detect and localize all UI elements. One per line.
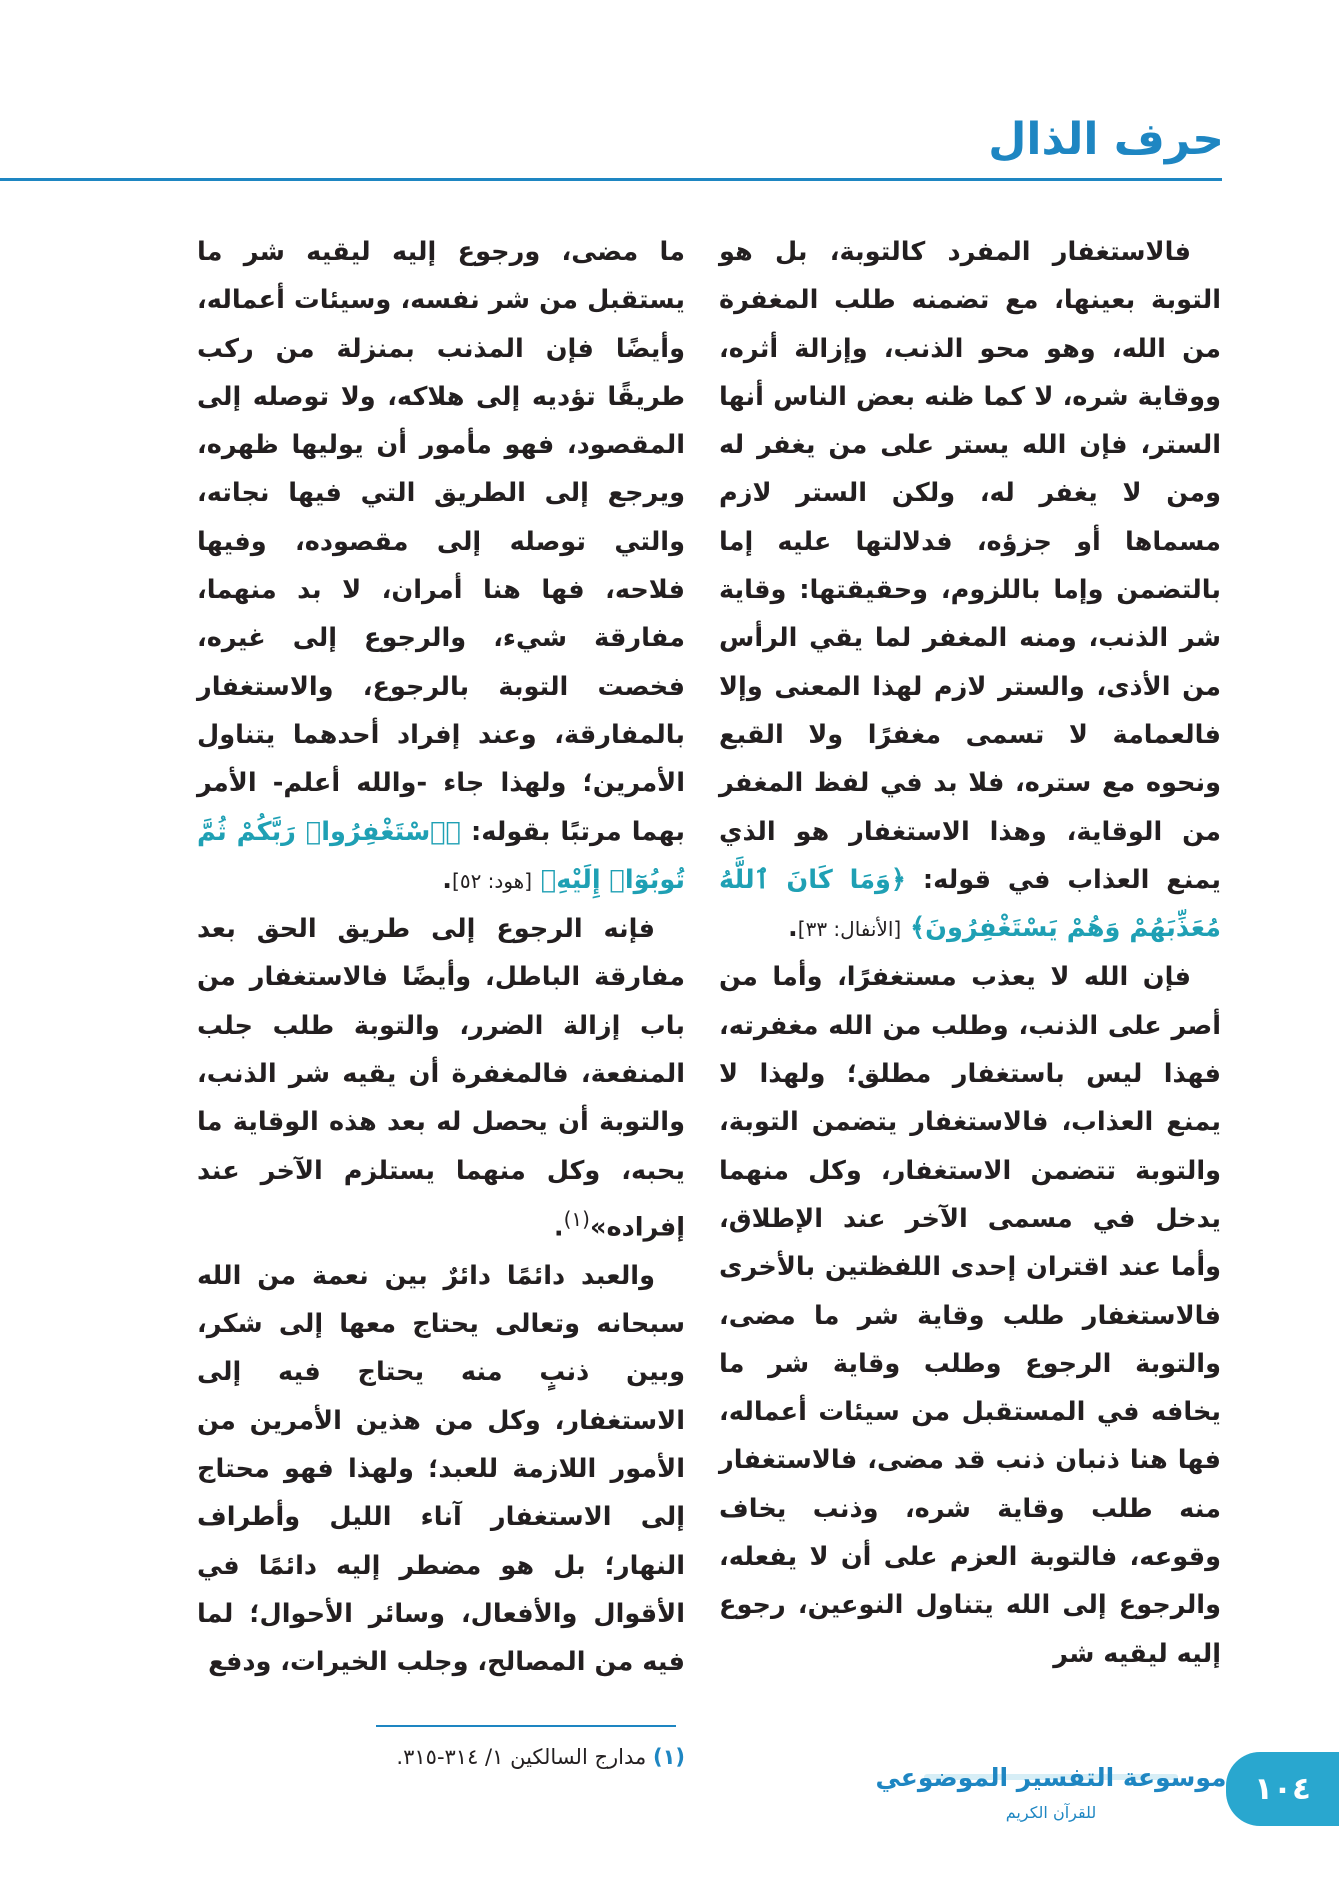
right-column: [719, 228, 1221, 1678]
chapter-title: حرف الذال: [988, 114, 1224, 165]
left-column: [197, 228, 685, 1686]
footnote-text: مدارج السالكين ١/ ٣١٤-٣١٥.: [396, 1745, 647, 1769]
paragraph: فالاستغفار المفرد كالتوبة، بل هو التوبة بعينها، مع تضمنه طلب المغفرة من الله، وهو محو الذنب، وإزالة أثره، ووقاية شره، لا كما ظنه بعض الناس أنها الستر، فإن الله يستر على من يغفر له ومن لا يغفر له، ولكن الستر لازم مسماها أو جزؤه، فدلالتها عليه إما بالتضمن وإما باللزوم، وحقيقتها: وقاية شر الذنب، ومنه المغفر لما يقي الرأس من الأذى، والستر لازم لهذا المعنى وإلا فالعمامة لا تسمى مغفرًا ولا القبع ونحوه مع ستره، فلا بد في لفظ المغفر من الوقاية، وهذا الاستغفار هو الذي يمنع العذاب في قوله: ﴿وَمَا كَانَ ٱللَّهُ مُعَذِّبَهُمْ وَهُمْ يَسْتَغْفِرُونَ﴾ [الأنفال: ٣٣].: [719, 237, 1221, 944]
footnote-marker[interactable]: (١): [563, 1206, 590, 1231]
logo-title: موسوعة التفسير الموضوعي: [875, 1763, 1227, 1792]
header-rule: [0, 178, 1222, 181]
footnote: [197, 1742, 685, 1772]
paragraph: فإنه الرجوع إلى طريق الحق بعد مفارقة الباطل، وأيضًا فالاستغفار من باب إزالة الضرر، والتوبة طلب جلب المنفعة، فالمغفرة أن يقيه شر الذنب، والتوبة أن يحصل له بعد هذه الوقاية ما يحبه، وكل منهما يستلزم الآخر عند إفراده»$^{(١)}$.: [197, 914, 685, 1243]
paragraph: ما مضى، ورجوع إليه ليقيه شر ما يستقبل من شر نفسه، وسيئات أعماله، وأيضًا فإن المذنب بمنزلة من ركب طريقًا تؤديه إلى هلاكه، ولا توصله إلى المقصود، فهو مأمور أن يوليها ظهره، ويرجع إلى الطريق التي فيها نجاته، والتي توصله إلى مقصوده، وفيها فلاحه، فها هنا أمران، لا بد منهما، مفارقة شيء، والرجوع إلى غيره، فخصت التوبة بالرجوع، والاستغفار بالمفارقة، وعند إفراد أحدهما يتناول الأمرين؛ ولهذا جاء -والله أعلم- الأمر بهما مرتبًا بقوله: ﴿ٱسْتَغْفِرُوا۟ رَبَّكُمْ ثُمَّ تُوبُوٓا۟ إِلَيْهِ﴾ [هود: ٥٢].: [197, 237, 685, 895]
verse-reference: [هود: ٥٢]: [452, 868, 532, 893]
page-number-tab: [1226, 1752, 1339, 1826]
encyclopedia-logo: [875, 1744, 1227, 1836]
paragraph: فإن الله لا يعذب مستغفرًا، وأما من أصر على الذنب، وطلب من الله مغفرته، فهذا ليس باستغفار مطلق؛ ولهذا لا يمنع العذاب، فالاستغفار يتضمن التوبة، والتوبة تتضمن الاستغفار، وكل منهما يدخل في مسمى الآخر عند الإطلاق، وأما عند اقتران إحدى اللفظتين بالأخرى فالاستغفار طلب وقاية شر ما مضى، والتوبة الرجوع وطلب وقاية شر ما يخافه في المستقبل من سيئات أعماله، فها هنا ذنبان ذنب قد مضى، فالاستغفار منه طلب وقاية شره، وذنب يخاف وقوعه، فالتوبة العزم على أن لا يفعله، والرجوع إلى الله يتناول النوعين، رجوع إليه ليقيه شر: [719, 962, 1221, 1669]
verse-reference: [الأنفال: ٣٣]: [797, 917, 902, 942]
footnote-number: (١): [652, 1745, 685, 1769]
quran-verse: ﴿وَمَا كَانَ ٱللَّهُ مُعَذِّبَهُمْ وَهُمْ يَسْتَغْفِرُونَ﴾: [719, 864, 1221, 944]
paragraph: والعبد دائمًا دائرٌ بين نعمة من الله سبحانه وتعالى يحتاج معها إلى شكر، وبين ذنبٍ منه يحتاج فيه إلى الاستغفار، وكل من هذين الأمرين من الأمور اللازمة للعبد؛ ولهذا فهو محتاج إلى الاستغفار آناء الليل وأطراف النهار؛ بل هو مضطر إليه دائمًا في الأقوال والأفعال، وسائر الأحوال؛ لما فيه من المصالح، وجلب الخيرات، ودفع: [197, 1260, 685, 1678]
page-number: ١٠٤: [1254, 1771, 1311, 1807]
logo-subtitle: للقرآن الكريم: [1005, 1803, 1097, 1822]
quran-verse: ﴿ٱسْتَغْفِرُوا۟ رَبَّكُمْ ثُمَّ تُوبُوٓا۟ إِلَيْهِ﴾: [197, 816, 685, 895]
footnote-rule: [376, 1725, 676, 1727]
